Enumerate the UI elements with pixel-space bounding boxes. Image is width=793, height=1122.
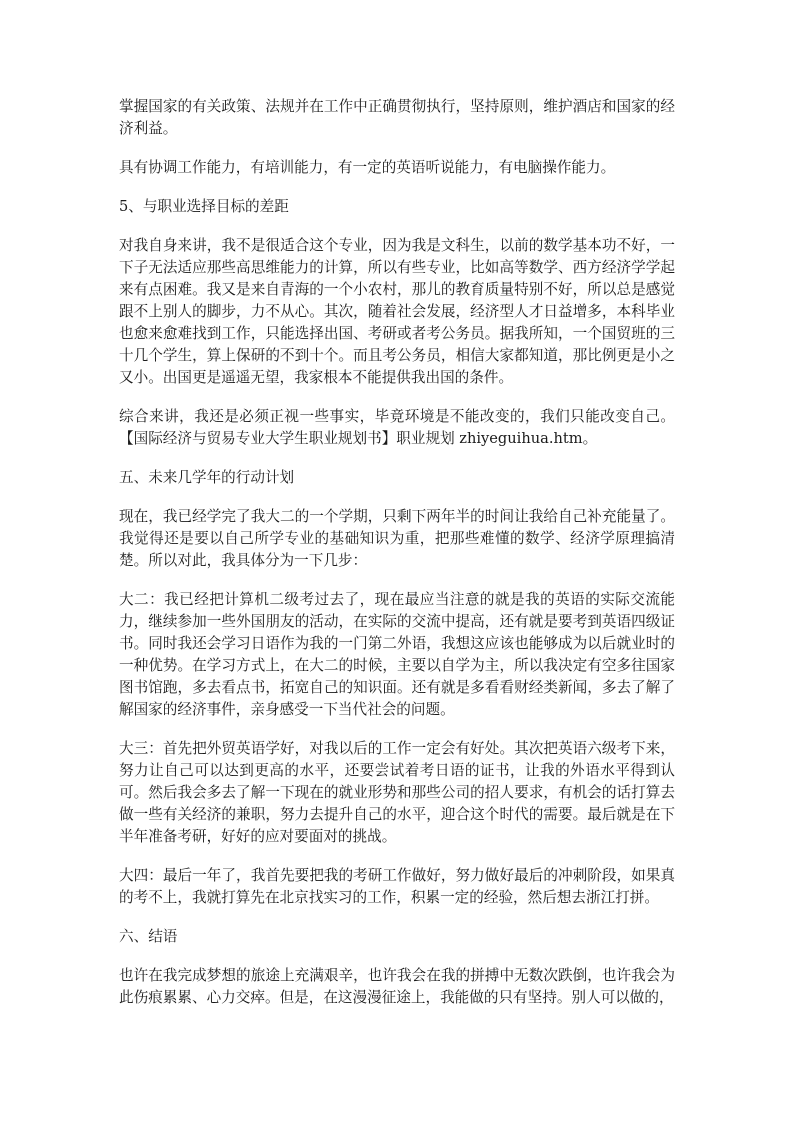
section-heading: 六、结语 xyxy=(119,928,178,945)
section-heading: 五、未来几学年的行动计划 xyxy=(119,469,295,486)
paragraph: 掌握国家的有关政策、法规并在工作中正确贯彻执行，坚持原则，维护酒店和国家的经济利益。 xyxy=(119,98,675,137)
paragraph: 综合来讲，我还是必须正视一些事实，毕竟环境是不能改变的，我们只能改变自己。【国际经济与贸易专业大学生职业规划书】职业规划 zhiyeguihua.htm。 xyxy=(119,408,675,447)
paragraph: 大三：首先把外贸英语学好，对我以后的工作一定会有好处。其次把英语六级考下来，努力让自己可以达到更高的水平，还要尝试着考日语的证书，让我的外语水平得到认可。然后我会多去了解一下现在的就业形势和那些公司的招人要求，有机会的话打算去做一些有关经济的兼职，努力去提升自己的水平，迎合这个时代的需要。最后就是在下半年准备考研，好好的应对要面对的挑战。 xyxy=(119,740,675,845)
paragraph: 对我自身来讲，我不是很适合这个专业，因为我是文科生，以前的数学基本功不好，一下子无法适应那些高思维能力的计算，所以有些专业，比如高等数学、西方经济学学起来有点困难。我又是来自青海的一个小农村，那儿的教育质量特别不好，所以总是感觉跟不上别人的脚步，力不从心。其次，随着社会发展，经济型人才日益增多，本科毕业也愈来愈难找到工作，只能选择出国、考研或者考公务员。据我所知，一个国贸班的三十几个学生，算上保研的不到十个。而且考公务员，相信大家都知道，那比例更是小之又小。出国更是遥遥无望，我家根本不能提供我出国的条件。 xyxy=(119,237,675,386)
paragraph: 也许在我完成梦想的旅途上充满艰辛，也许我会在我的拼搏中无数次跌倒，也许我会为此伤痕累累、心力交瘁。但是，在这漫漫征途上，我能做的只有坚持。别人可以做的， xyxy=(119,967,675,1006)
paragraph: 大四：最后一年了，我首先要把我的考研工作做好，努力做好最后的冲刺阶段，如果真的考不上，我就打算先在北京找实习的工作，积累一定的经验，然后想去浙江打拼。 xyxy=(119,867,675,906)
paragraph: 大二：我已经把计算机二级考过去了，现在最应当注意的就是我的英语的实际交流能力，继续参加一些外国朋友的活动，在实际的交流中提高，还有就是要考到英语四级证书。同时我还会学习日语作为我的一门第二外语，我想这应该也能够成为以后就业时的一种优势。在学习方式上，在大二的时候，主要以自学为主，所以我决定有空多往国家图书馆跑，多去看点书，拓宽自己的知识面。还有就是多看看财经类新闻，多去了解了解国家的经济事件，亲身感受一下当代社会的问题。 xyxy=(119,591,675,718)
paragraph: 现在，我已经学完了我大二的一个学期，只剩下两年半的时间让我给自己补充能量了。我觉得还是要以自己所学专业的基础知识为重，把那些难懂的数学、经济学原理搞清楚。所以对此，我具体分为一下几步： xyxy=(119,508,675,569)
section-heading: 5、与职业选择目标的差距 xyxy=(119,198,289,215)
document-body xyxy=(119,96,675,1026)
paragraph: 具有协调工作能力，有培训能力，有一定的英语听说能力，有电脑操作能力。 xyxy=(119,159,616,176)
